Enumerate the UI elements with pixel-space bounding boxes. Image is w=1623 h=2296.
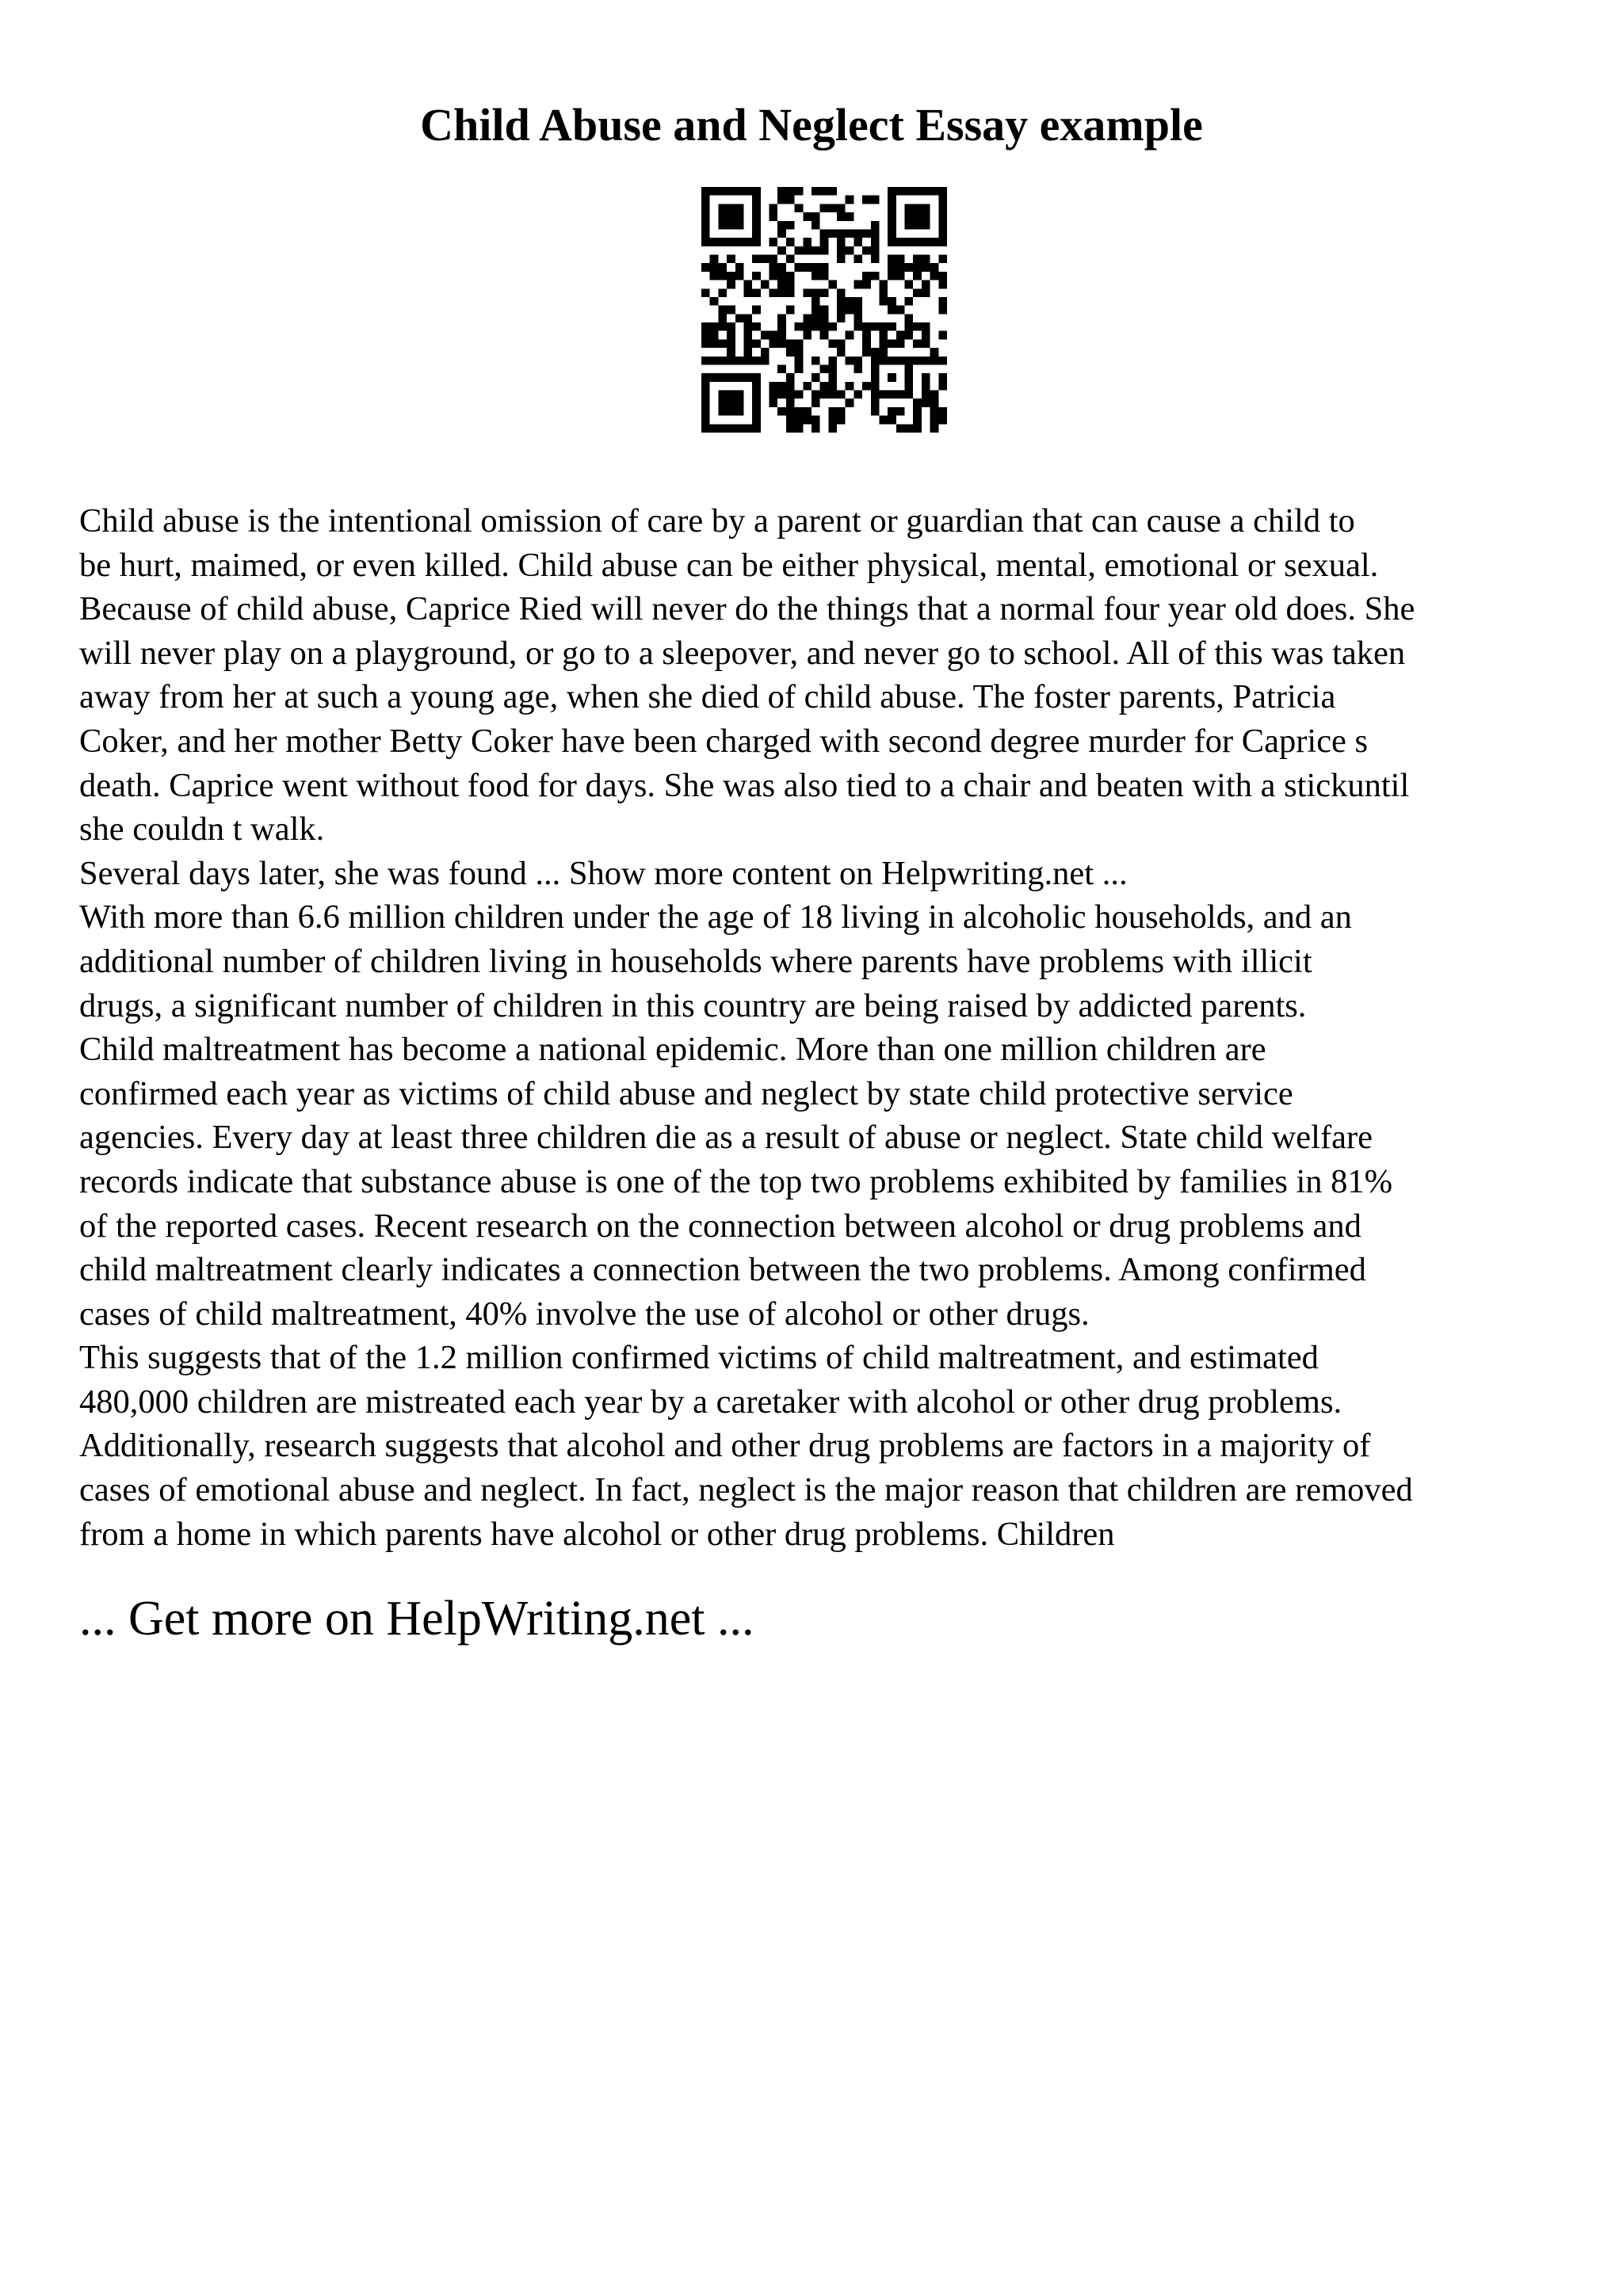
essay-line: Because of child abuse, Caprice Ried will never do the things that a normal four year old does. She [79,590,1415,628]
essay-line: she couldn t walk. [79,810,325,849]
essay-line: Coker, and her mother Betty Coker have been charged with second degree murder for Caprice s [79,722,1369,760]
qr-code-icon[interactable] [701,187,947,433]
page-title: Child Abuse and Neglect Essay example [420,99,1203,151]
essay-line: from a home in which parents have alcohol or other drug problems. Children [79,1515,1115,1553]
essay-line: cases of emotional abuse and neglect. In fact, neglect is the major reason that children are removed [79,1471,1413,1509]
essay-line: This suggests that of the 1.2 million confirmed victims of child maltreatment, and estimated [79,1339,1319,1377]
essay-body [79,499,1569,1556]
essay-line: of the reported cases. Recent research on the connection between alcohol or drug problems and [79,1207,1361,1245]
essay-line: Additionally, research suggests that alcohol and other drug problems are factors in a majority of [79,1427,1371,1465]
essay-line: away from her at such a young age, when she died of child abuse. The foster parents, Patricia [79,678,1336,716]
get-more-link[interactable]: ... Get more on HelpWriting.net ... [79,1592,754,1646]
essay-line: cases of child maltreatment, 40% involve the use of alcohol or other drugs. [79,1295,1090,1333]
essay-line: With more than 6.6 million children under the age of 18 living in alcoholic households, and an [79,898,1352,936]
essay-line: 480,000 children are mistreated each year by a caretaker with alcohol or other drug problems. [79,1383,1342,1421]
essay-line: death. Caprice went without food for days. She was also tied to a chair and beaten with a stickuntil [79,766,1410,804]
essay-line: Child maltreatment has become a national epidemic. More than one million children are [79,1031,1266,1069]
essay-line: records indicate that substance abuse is one of the top two problems exhibited by families in 81% [79,1162,1393,1200]
essay-line: child maltreatment clearly indicates a connection between the two problems. Among confirmed [79,1251,1366,1289]
essay-line[interactable]: Several days later, she was found ... Show more content on Helpwriting.net ... [79,854,1128,892]
essay-line: confirmed each year as victims of child abuse and neglect by state child protective service [79,1074,1293,1112]
essay-line: drugs, a significant number of children in this country are being raised by addicted parents. [79,986,1307,1024]
essay-line: will never play on a playground, or go to a sleepover, and never go to school. All of this was taken [79,634,1406,672]
essay-line: be hurt, maimed, or even killed. Child abuse can be either physical, mental, emotional or sexual. [79,546,1379,584]
essay-line: additional number of children living in households where parents have problems with illicit [79,942,1312,980]
essay-line: Child abuse is the intentional omission of care by a parent or guardian that can cause a child to [79,502,1355,540]
essay-line: agencies. Every day at least three children die as a result of abuse or neglect. State child welfare [79,1119,1373,1157]
